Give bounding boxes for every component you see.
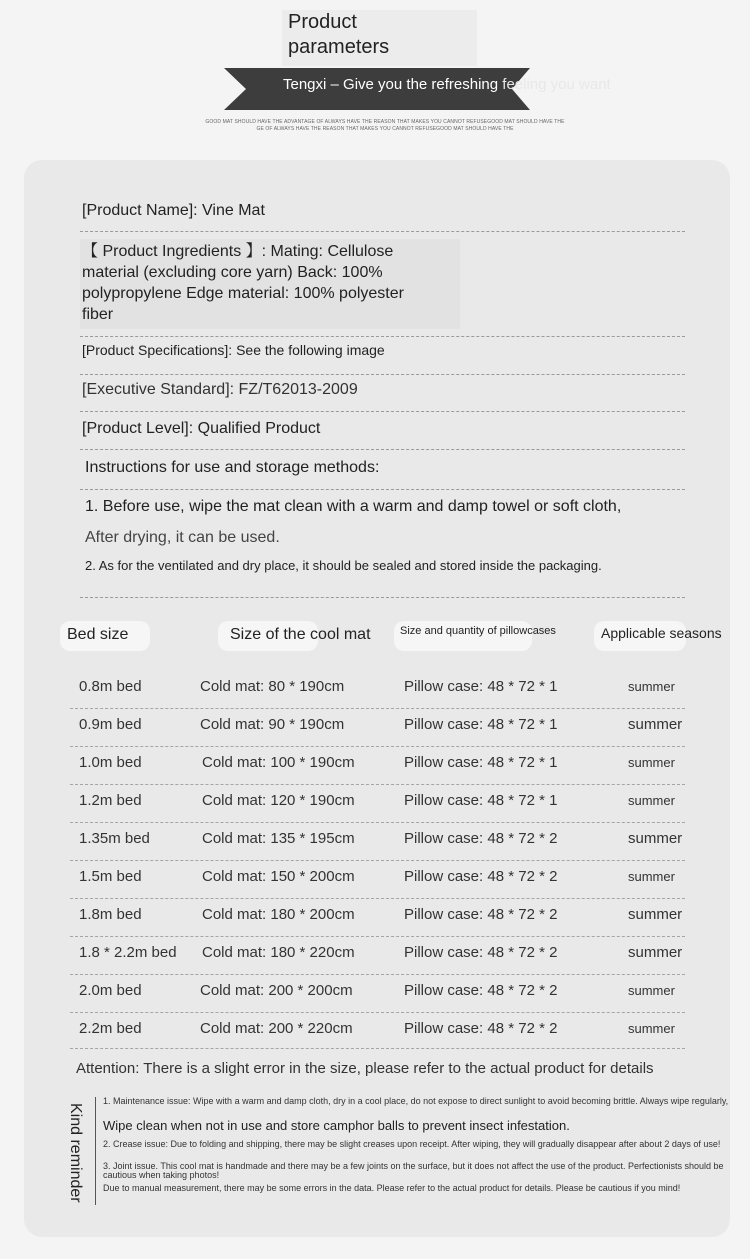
cell-bed-size: 0.9m bed	[79, 716, 142, 733]
banner-slogan	[283, 76, 611, 93]
cell-mat-size: Cold mat: 180 * 220cm	[202, 944, 355, 961]
row-divider	[70, 1012, 685, 1013]
product-specifications: [Product Specifications]: See the following image	[82, 342, 385, 358]
micro-text-line-2: GE OF ALWAYS HAVE THE REASON THAT MAKES YOU CANNOT REFUSEGOOD MAT SHOULD HAVE THE	[256, 126, 514, 132]
reminder-rail	[95, 1097, 96, 1205]
header-bed-size: Bed size	[67, 626, 129, 643]
banner-slogan-faded: feeling you want	[498, 76, 611, 93]
cell-bed-size: 1.2m bed	[79, 792, 142, 809]
cell-mat-size: Cold mat: 200 * 220cm	[200, 1020, 353, 1037]
cell-season: summer	[628, 983, 675, 998]
cell-mat-size: Cold mat: 90 * 190cm	[200, 716, 345, 733]
cell-pillowcase: Pillow case: 48 * 72 * 2	[404, 1020, 558, 1037]
cell-mat-size: Cold mat: 80 * 190cm	[200, 678, 345, 695]
row-divider	[70, 708, 685, 709]
cell-season: summer	[628, 944, 683, 961]
cell-bed-size: 1.8 * 2.2m bed	[79, 944, 177, 961]
row-divider	[70, 936, 685, 937]
cell-pillowcase: Pillow case: 48 * 72 * 2	[404, 830, 558, 847]
cell-pillowcase: Pillow case: 48 * 72 * 1	[404, 716, 558, 733]
reminder-note-1-emphasis: Wipe clean when not in use and store camphor balls to prevent insect infestation.	[103, 1118, 570, 1133]
cell-season: summer	[628, 906, 683, 923]
row-divider	[70, 746, 685, 747]
instruction-1-line-2: After drying, it can be used.	[85, 529, 280, 546]
cell-mat-size: Cold mat: 135 * 195cm	[202, 830, 355, 847]
page-title	[288, 10, 389, 60]
cell-pillowcase: Pillow case: 48 * 72 * 1	[404, 792, 558, 809]
cell-season: summer	[628, 755, 675, 770]
instruction-1-line-1: 1. Before use, wipe the mat clean with a warm and damp towel or soft cloth,	[85, 498, 622, 515]
executive-standard: [Executive Standard]: FZ/T62013-2009	[82, 381, 358, 398]
cell-mat-size: Cold mat: 150 * 200cm	[202, 868, 355, 885]
cell-mat-size: Cold mat: 200 * 200cm	[200, 982, 353, 999]
title-line-2: parameters	[288, 36, 390, 58]
micro-text-line-1: GOOD MAT SHOULD HAVE THE ADVANTAGE OF ALWAYS HAVE THE REASON THAT MAKES YOU CANNOT REFUSEGOOD MAT SHOULD HAVE THE	[205, 119, 565, 125]
ingredients-line-4: fiber	[82, 306, 114, 323]
product-ingredients	[82, 241, 404, 325]
product-name: [Product Name]: Vine Mat	[82, 202, 265, 219]
divider	[80, 489, 685, 490]
row-divider	[70, 822, 685, 823]
banner-slogan-main: Tengxi – Give you the refreshing	[283, 76, 499, 93]
cell-pillowcase: Pillow case: 48 * 72 * 2	[404, 944, 558, 961]
cell-bed-size: 2.0m bed	[79, 982, 142, 999]
cell-mat-size: Cold mat: 100 * 190cm	[202, 754, 355, 771]
product-level: [Product Level]: Qualified Product	[82, 420, 321, 437]
cell-season: summer	[628, 716, 683, 733]
cell-bed-size: 1.8m bed	[79, 906, 142, 923]
row-divider	[70, 784, 685, 785]
cell-bed-size: 0.8m bed	[79, 678, 142, 695]
cell-bed-size: 2.2m bed	[79, 1020, 142, 1037]
row-divider	[70, 1048, 685, 1049]
row-divider	[70, 860, 685, 861]
divider	[80, 411, 685, 412]
cell-season: summer	[628, 869, 675, 884]
cell-mat-size: Cold mat: 120 * 190cm	[202, 792, 355, 809]
cell-bed-size: 1.0m bed	[79, 754, 142, 771]
instructions-title: Instructions for use and storage methods:	[85, 459, 380, 476]
cell-season: summer	[628, 793, 675, 808]
cell-bed-size: 1.35m bed	[79, 830, 150, 847]
ingredients-line-2: material (excluding core yarn) Back: 100%	[82, 264, 383, 281]
divider	[80, 336, 685, 337]
cell-pillowcase: Pillow case: 48 * 72 * 1	[404, 678, 558, 695]
cell-mat-size: Cold mat: 180 * 200cm	[202, 906, 355, 923]
divider	[80, 597, 685, 598]
reminder-note-4: Due to manual measurement, there may be some errors in the data. Please refer to the actual product for details. Please be cautious if you mind!	[103, 1183, 681, 1193]
reminder-note-2: 2. Crease issue: Due to folding and shipping, there may be slight creases upon receipt. After wiping, they will gradually disappear after about 2 days of use!	[103, 1139, 721, 1149]
cell-pillowcase: Pillow case: 48 * 72 * 2	[404, 982, 558, 999]
attention-note: Attention: There is a slight error in the size, please refer to the actual product for details	[76, 1060, 654, 1077]
ingredients-line-1: 【 Product Ingredients 】: Mating: Cellulose	[82, 243, 394, 260]
cell-season: summer	[628, 830, 683, 847]
reminder-note-3: 3. Joint issue. This cool mat is handmade and there may be a few joints on the surface, but it does not affect the use of the product. Perfectionists should be cautious when taking photos!	[103, 1161, 724, 1180]
reminder-note-1: 1. Maintenance issue: Wipe with a warm and damp cloth, dry in a cool place, do not expose to direct sunlight to avoid becoming brittle. Always wipe regularly,	[103, 1096, 729, 1106]
divider	[80, 374, 685, 375]
divider	[80, 231, 685, 232]
header-pillowcase: Size and quantity of pillowcases	[400, 625, 556, 637]
cell-bed-size: 1.5m bed	[79, 868, 142, 885]
header-seasons: Applicable seasons	[601, 625, 722, 641]
cell-season: summer	[628, 679, 675, 694]
cell-pillowcase: Pillow case: 48 * 72 * 2	[404, 906, 558, 923]
cell-season: summer	[628, 1021, 675, 1036]
row-divider	[70, 898, 685, 899]
cell-pillowcase: Pillow case: 48 * 72 * 2	[404, 868, 558, 885]
header-mat-size: Size of the cool mat	[230, 626, 371, 643]
divider	[80, 449, 685, 450]
kind-reminder-label: Kind reminder	[67, 1103, 84, 1203]
title-line-1: Product	[288, 11, 357, 33]
ingredients-line-3: polypropylene Edge material: 100% polyester	[82, 285, 404, 302]
cell-pillowcase: Pillow case: 48 * 72 * 1	[404, 754, 558, 771]
row-divider	[70, 974, 685, 975]
instruction-2: 2. As for the ventilated and dry place, it should be sealed and stored inside the packaging.	[85, 558, 602, 573]
